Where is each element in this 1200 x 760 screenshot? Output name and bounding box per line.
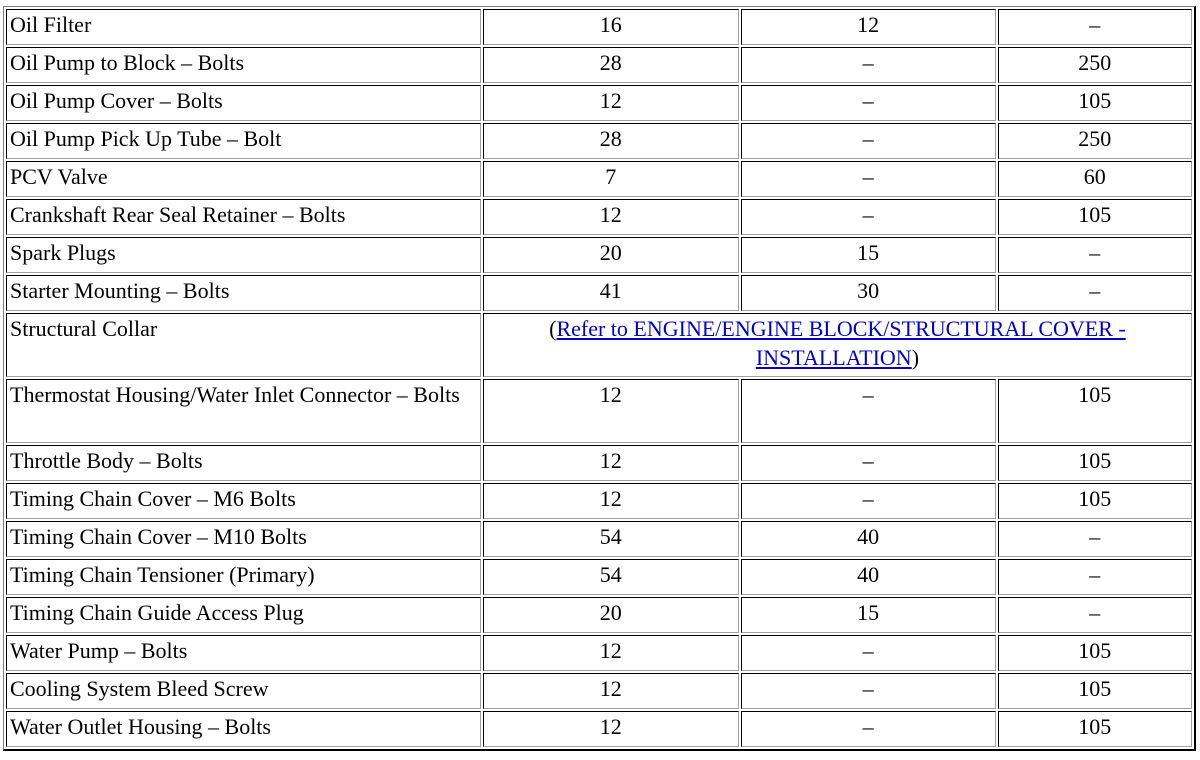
table-row: [6, 9, 1192, 45]
torque-value-nm: 12: [483, 673, 739, 709]
component-name: Timing Chain Tensioner (Primary): [6, 559, 481, 595]
torque-value-inlbs: –: [998, 559, 1192, 595]
table-row: [6, 521, 1192, 557]
torque-value-inlbs: –: [998, 275, 1192, 311]
table-row: [6, 445, 1192, 481]
torque-value-ftlbs: 30: [741, 275, 996, 311]
torque-value-inlbs: 105: [998, 635, 1192, 671]
torque-value-inlbs: 105: [998, 199, 1192, 235]
component-name: Oil Pump Cover – Bolts: [6, 85, 481, 121]
component-name: Oil Pump to Block – Bolts: [6, 47, 481, 83]
torque-value-inlbs: 105: [998, 673, 1192, 709]
table-row: [6, 275, 1192, 311]
torque-value-ftlbs: –: [741, 161, 996, 197]
torque-value-nm: 54: [483, 559, 739, 595]
torque-value-inlbs: 105: [998, 85, 1192, 121]
torque-value-inlbs: –: [998, 597, 1192, 633]
torque-value-ftlbs: –: [741, 47, 996, 83]
torque-value-inlbs: 60: [998, 161, 1192, 197]
reference-close-paren: ): [911, 345, 920, 370]
torque-value-inlbs: 105: [998, 445, 1192, 481]
reference-open-paren: (: [549, 316, 557, 341]
torque-value-nm: 20: [483, 597, 739, 633]
table-row: [6, 123, 1192, 159]
table-row: [6, 161, 1192, 197]
component-name: Water Outlet Housing – Bolts: [6, 711, 481, 747]
component-name: Timing Chain Cover – M6 Bolts: [6, 483, 481, 519]
torque-value-ftlbs: –: [741, 123, 996, 159]
component-name: Throttle Body – Bolts: [6, 445, 481, 481]
torque-value-nm: 16: [483, 9, 739, 45]
torque-value-ftlbs: –: [741, 379, 996, 443]
component-name: Oil Pump Pick Up Tube – Bolt: [6, 123, 481, 159]
torque-value-ftlbs: –: [741, 673, 996, 709]
torque-value-inlbs: 250: [998, 123, 1192, 159]
component-name: Timing Chain Cover – M10 Bolts: [6, 521, 481, 557]
component-name: Starter Mounting – Bolts: [6, 275, 481, 311]
torque-value-nm: 28: [483, 123, 739, 159]
torque-value-ftlbs: –: [741, 483, 996, 519]
component-name: Cooling System Bleed Screw: [6, 673, 481, 709]
table-row: [6, 635, 1192, 671]
torque-value-inlbs: –: [998, 9, 1192, 45]
table-row: [6, 199, 1192, 235]
table-row: [6, 597, 1192, 633]
component-name: Water Pump – Bolts: [6, 635, 481, 671]
torque-value-inlbs: 105: [998, 483, 1192, 519]
torque-value-inlbs: –: [998, 521, 1192, 557]
torque-value-nm: 12: [483, 199, 739, 235]
component-name: Oil Filter: [6, 9, 481, 45]
torque-value-nm: 20: [483, 237, 739, 273]
torque-value-nm: 12: [483, 711, 739, 747]
torque-value-nm: 12: [483, 635, 739, 671]
torque-value-ftlbs: –: [741, 199, 996, 235]
torque-value-nm: 12: [483, 445, 739, 481]
torque-value-ftlbs: 15: [741, 237, 996, 273]
torque-value-nm: 12: [483, 379, 739, 443]
table-row: [6, 85, 1192, 121]
component-name: Thermostat Housing/Water Inlet Connector – Bolts: [6, 379, 481, 443]
table-row: [6, 673, 1192, 709]
structural-cover-installation-link[interactable]: Refer to ENGINE/ENGINE BLOCK/STRUCTURAL COVER - INSTALLATION: [556, 316, 1126, 370]
torque-value-ftlbs: –: [741, 445, 996, 481]
component-name: Spark Plugs: [6, 237, 481, 273]
torque-value-ftlbs: –: [741, 711, 996, 747]
table-row: [6, 483, 1192, 519]
component-name: Crankshaft Rear Seal Retainer – Bolts: [6, 199, 481, 235]
torque-value-ftlbs: –: [741, 85, 996, 121]
component-name: Structural Collar: [6, 313, 481, 377]
torque-specifications-table: [3, 6, 1196, 751]
torque-value-nm: 41: [483, 275, 739, 311]
torque-value-nm: 28: [483, 47, 739, 83]
torque-value-nm: 54: [483, 521, 739, 557]
torque-value-ftlbs: –: [741, 635, 996, 671]
torque-value-inlbs: –: [998, 237, 1192, 273]
torque-value-inlbs: 105: [998, 379, 1192, 443]
component-name: PCV Valve: [6, 161, 481, 197]
table-row: [6, 379, 1192, 443]
table-row: [6, 559, 1192, 595]
torque-value-ftlbs: 15: [741, 597, 996, 633]
torque-value-ftlbs: 40: [741, 521, 996, 557]
table-row: [6, 711, 1192, 747]
torque-value-nm: 12: [483, 85, 739, 121]
torque-value-ftlbs: 12: [741, 9, 996, 45]
component-name: Timing Chain Guide Access Plug: [6, 597, 481, 633]
table-row: [6, 47, 1192, 83]
torque-value-nm: 7: [483, 161, 739, 197]
torque-value-inlbs: 105: [998, 711, 1192, 747]
torque-value-nm: 12: [483, 483, 739, 519]
torque-value-ftlbs: 40: [741, 559, 996, 595]
reference-cell: [483, 313, 1192, 377]
torque-value-inlbs: 250: [998, 47, 1192, 83]
table-row: [6, 237, 1192, 273]
table-row: [6, 313, 1192, 377]
